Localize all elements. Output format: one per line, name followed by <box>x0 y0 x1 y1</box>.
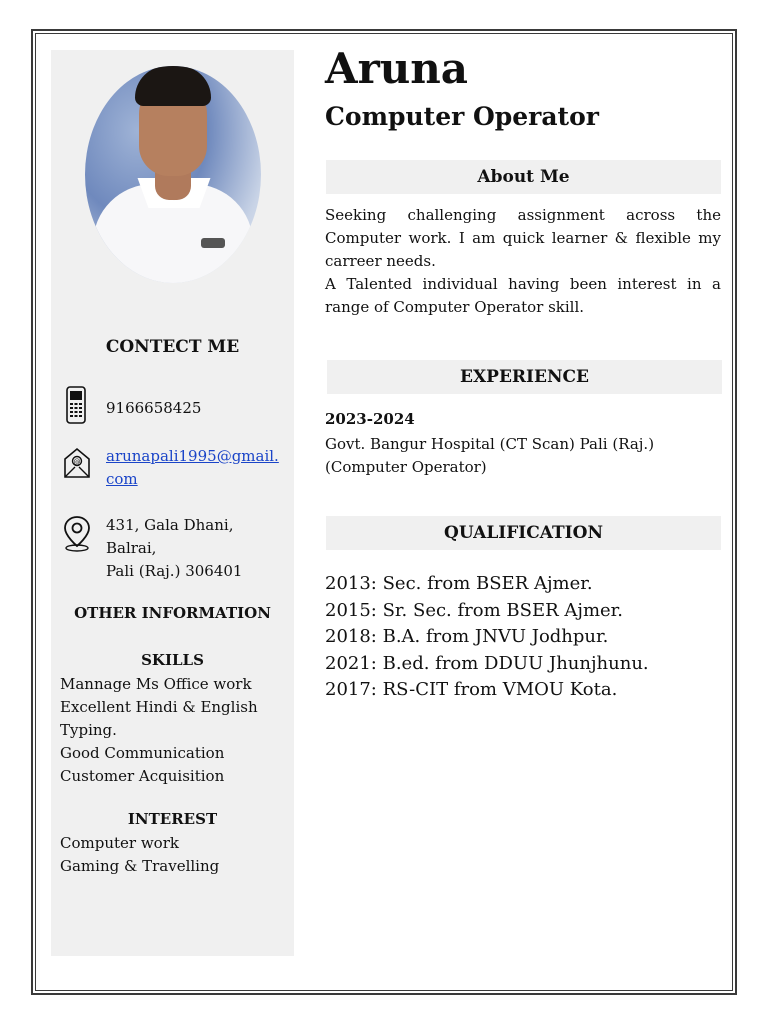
location-pin-icon <box>62 514 92 552</box>
skills-list <box>60 673 258 788</box>
skill-item: Good Communication <box>60 744 225 762</box>
interest-list <box>60 832 219 878</box>
contact-address-row <box>62 514 286 583</box>
address-line-1: 431, Gala Dhani, Balrai, <box>106 516 234 557</box>
address-line-2: Pali (Raj.) 306401 <box>106 562 243 580</box>
skill-item: Mannage Ms Office work <box>60 675 252 693</box>
email-link[interactable] <box>106 445 286 491</box>
qualification-item: 2017: RS-CIT from VMOU Kota. <box>325 679 618 700</box>
interest-item: Gaming & Travelling <box>60 857 220 875</box>
contact-heading: CONTECT ME <box>105 337 240 357</box>
skills-heading: SKILLS <box>141 651 204 669</box>
qualification-item: 2018: B.A. from JNVU Jodhpur. <box>325 626 609 647</box>
experience-employer: Govt. Bangur Hospital (CT Scan) Pali (Raj.) <box>325 435 655 453</box>
about-heading: About Me <box>326 160 721 194</box>
qualification-heading: QUALIFICATION <box>326 516 721 550</box>
other-information-heading: OTHER INFORMATION <box>74 604 271 622</box>
address-text <box>106 514 286 583</box>
email-line-2[interactable]: com <box>106 470 138 488</box>
contact-phone-row <box>62 386 286 424</box>
phone-number: 9166658425 <box>106 399 202 417</box>
about-text <box>325 204 721 319</box>
qualification-list <box>325 571 649 704</box>
svg-text:@: @ <box>73 458 81 466</box>
skill-item: Customer Acquisition <box>60 767 225 785</box>
interest-item: Computer work <box>60 834 179 852</box>
qualification-item: 2015: Sr. Sec. from BSER Ajmer. <box>325 599 624 621</box>
skill-item: Typing. <box>60 721 117 739</box>
experience-heading: EXPERIENCE <box>327 360 722 394</box>
skill-item: Excellent Hindi & English <box>60 698 258 716</box>
contact-email-row[interactable] <box>62 445 286 491</box>
candidate-name: Aruna <box>325 44 469 93</box>
qualification-item: 2021: B.ed. from DDUU Jhunjhunu. <box>325 652 649 674</box>
profile-photo <box>85 66 261 283</box>
email-line-1[interactable]: arunapali1995@gmail. <box>106 447 279 465</box>
candidate-role: Computer Operator <box>325 102 599 131</box>
about-paragraph-2: A Talented individual having been interest in a range of Computer Operator skill. <box>325 275 721 316</box>
email-envelope-icon <box>62 445 92 483</box>
experience-year: 2023-2024 <box>325 410 415 428</box>
about-paragraph-1: Seeking challenging assignment across the Computer work. I am quick learner & flexible my carreer needs. <box>325 206 721 270</box>
experience-position: (Computer Operator) <box>325 458 487 476</box>
mobile-phone-icon <box>62 386 92 424</box>
qualification-item: 2013: Sec. from BSER Ajmer. <box>325 573 593 594</box>
interest-heading: INTEREST <box>127 810 218 828</box>
